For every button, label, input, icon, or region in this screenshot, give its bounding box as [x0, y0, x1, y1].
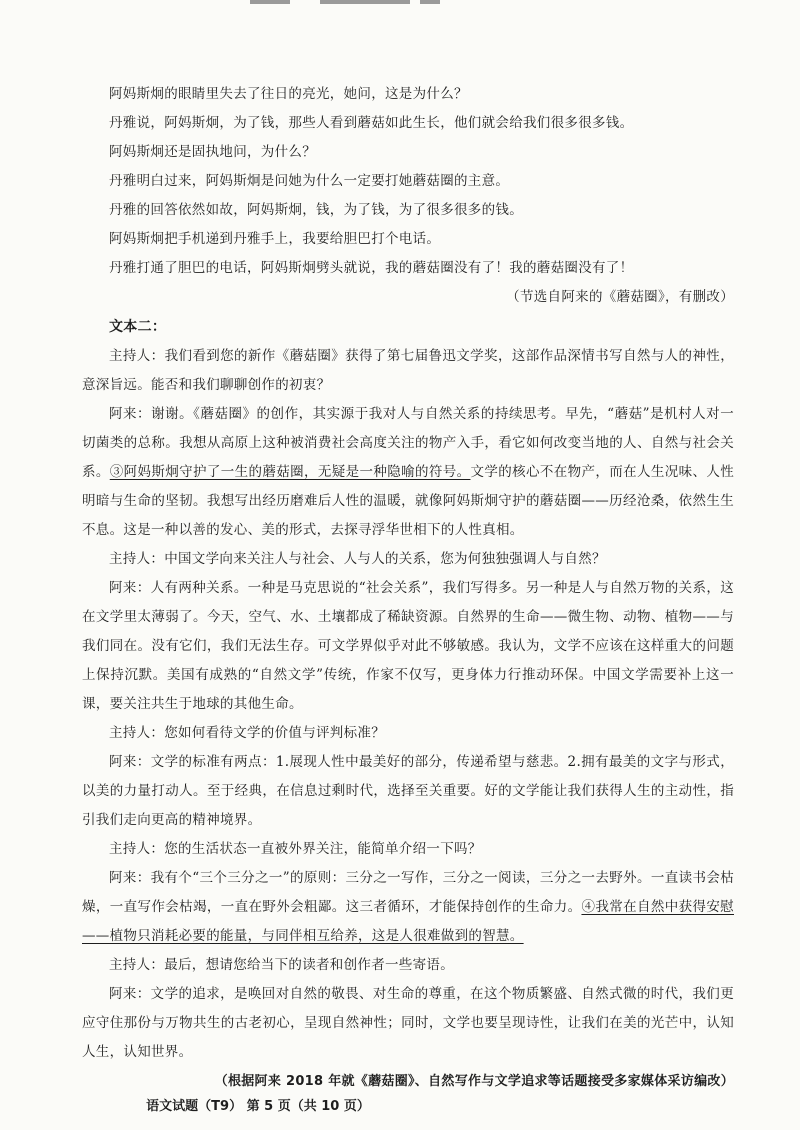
underlined-sentence-3: ③阿妈斯炯守护了一生的蘑菇圈，无疑是一种隐喻的符号。 [109, 464, 471, 480]
paragraph: 主持人：中国文学向来关注人与社会、人与人的关系，您为何独独强调人与自然？ [109, 551, 606, 567]
paragraph: 主持人：您的生活状态一直被外界关注，能简单介绍一下吗？ [109, 841, 482, 857]
paragraph [82, 400, 734, 545]
scan-artifact [250, 0, 450, 6]
paragraph: 丹雅明白过来，阿妈斯炯是问她为什么一定要打她蘑菇圈的主意。 [109, 173, 510, 189]
paragraph: 主持人：最后，想请您给当下的读者和创作者一些寄语。 [109, 957, 454, 973]
section-heading: 文本二： [109, 319, 167, 335]
paragraph-text: 文学的核心不在物产，而在人生况味、人性明暗与生命的坚韧。我想写出经历磨难后人性的温暖，就像阿妈斯炯守护的蘑菇圈——历经沧桑，依然生生不息。这是一种以善的发心、美的形式，去探寻浮华世相下的人性真相。 [82, 464, 734, 538]
paragraph: 阿妈斯炯的眼睛里失去了往日的亮光，她问，这是为什么？ [109, 86, 468, 102]
paragraph-text: 阿来：谢谢。《蘑菇圈》的创作，其实源于我对人与自然关系的持续思考。早先，“蘑菇”是机村人对一切菌类的总称。我想从高原上这种被消费社会高度关注的物产入手，看它如何改变当地的人、自然与社会关系。 [82, 406, 734, 480]
paragraph: 丹雅说，阿妈斯炯，为了钱，那些人看到蘑菇如此生长，他们就会给我们很多很多钱。 [109, 115, 634, 131]
paragraph-text: 阿来：我有个“三个三分之一”的原则：三分之一写作，三分之一阅读，三分之一去野外。一直读书会枯燥，一直写作会枯竭，一直在野外会粗鄙。这三者循环，才能保持创作的生命力。 [82, 870, 734, 915]
paragraph: 阿妈斯炯把手机递到丹雅手上，我要给胆巴打个电话。 [109, 231, 441, 247]
paragraph: 丹雅的回答依然如故，阿妈斯炯，钱，为了钱，为了很多很多的钱。 [109, 202, 523, 218]
text1-source: （节选自阿来的《蘑菇圈》，有删改） [506, 289, 734, 305]
paragraph: 丹雅打通了胆巴的电话，阿妈斯炯劈头就说，我的蘑菇圈没有了！我的蘑菇圈没有了！ [109, 260, 634, 276]
text1-excerpt [82, 80, 734, 312]
page-footer: 语文试题（T9） 第 5 页（共 10 页） [146, 1099, 370, 1114]
paragraph: 阿来：人有两种关系。一种是马克思说的“社会关系”，我们写得多。另一种是人与自然万物的关系，这在文学里太薄弱了。今天，空气、水、土壤都成了稀缺资源。自然界的生命——微生物、动物、植物——与我们同在。没有它们，我们无法生存。可文学界似乎对此不够敏感。我认为，文学不应该在这样重大的问题上保持沉默。美国有成熟的“自然文学”传统，作家不仅写，更身体力行推动环保。中国文学需要补上这一课，要关注共生于地球的其他生命。 [82, 580, 734, 712]
paragraph: 主持人：我们看到您的新作《蘑菇圈》获得了第七届鲁迅文学奖，这部作品深情书写自然与人的神性，意深旨远。能否和我们聊聊创作的初衷？ [82, 348, 734, 393]
paragraph: 阿来：文学的追求，是唤回对自然的敬畏、对生命的尊重，在这个物质繁盛、自然式微的时代，我们更应守住那份与万物共生的古老初心，呈现自然神性；同时，文学也要呈现诗性，让我们在美的光芒中，认知人生，认知世界。 [82, 986, 734, 1060]
text2-source: （根据阿来 2018 年就《蘑菇圈》、自然写作与文学追求等话题接受多家媒体采访编改） [214, 1074, 734, 1089]
paragraph: 阿来：文学的标准有两点：1.展现人性中最美好的部分，传递希望与慈悲。2.拥有最美的文字与形式，以美的力量打动人。至于经典，在信息过剩时代，选择至关重要。好的文学能让我们获得人生的主动性，指引我们走向更高的精神境界。 [82, 754, 734, 828]
paragraph: 主持人：您如何看待文学的价值与评判标准？ [109, 725, 385, 741]
page-content [82, 80, 734, 1118]
paragraph: 阿妈斯炯还是固执地问，为什么？ [109, 144, 316, 160]
text2-interview [82, 312, 734, 1118]
paragraph [82, 864, 734, 951]
underlined-sentence-4: ④我常在自然中获得安慰——植物只消耗必要的能量，与同伴相互给养，这是人很难做到的智慧。 [82, 899, 734, 944]
